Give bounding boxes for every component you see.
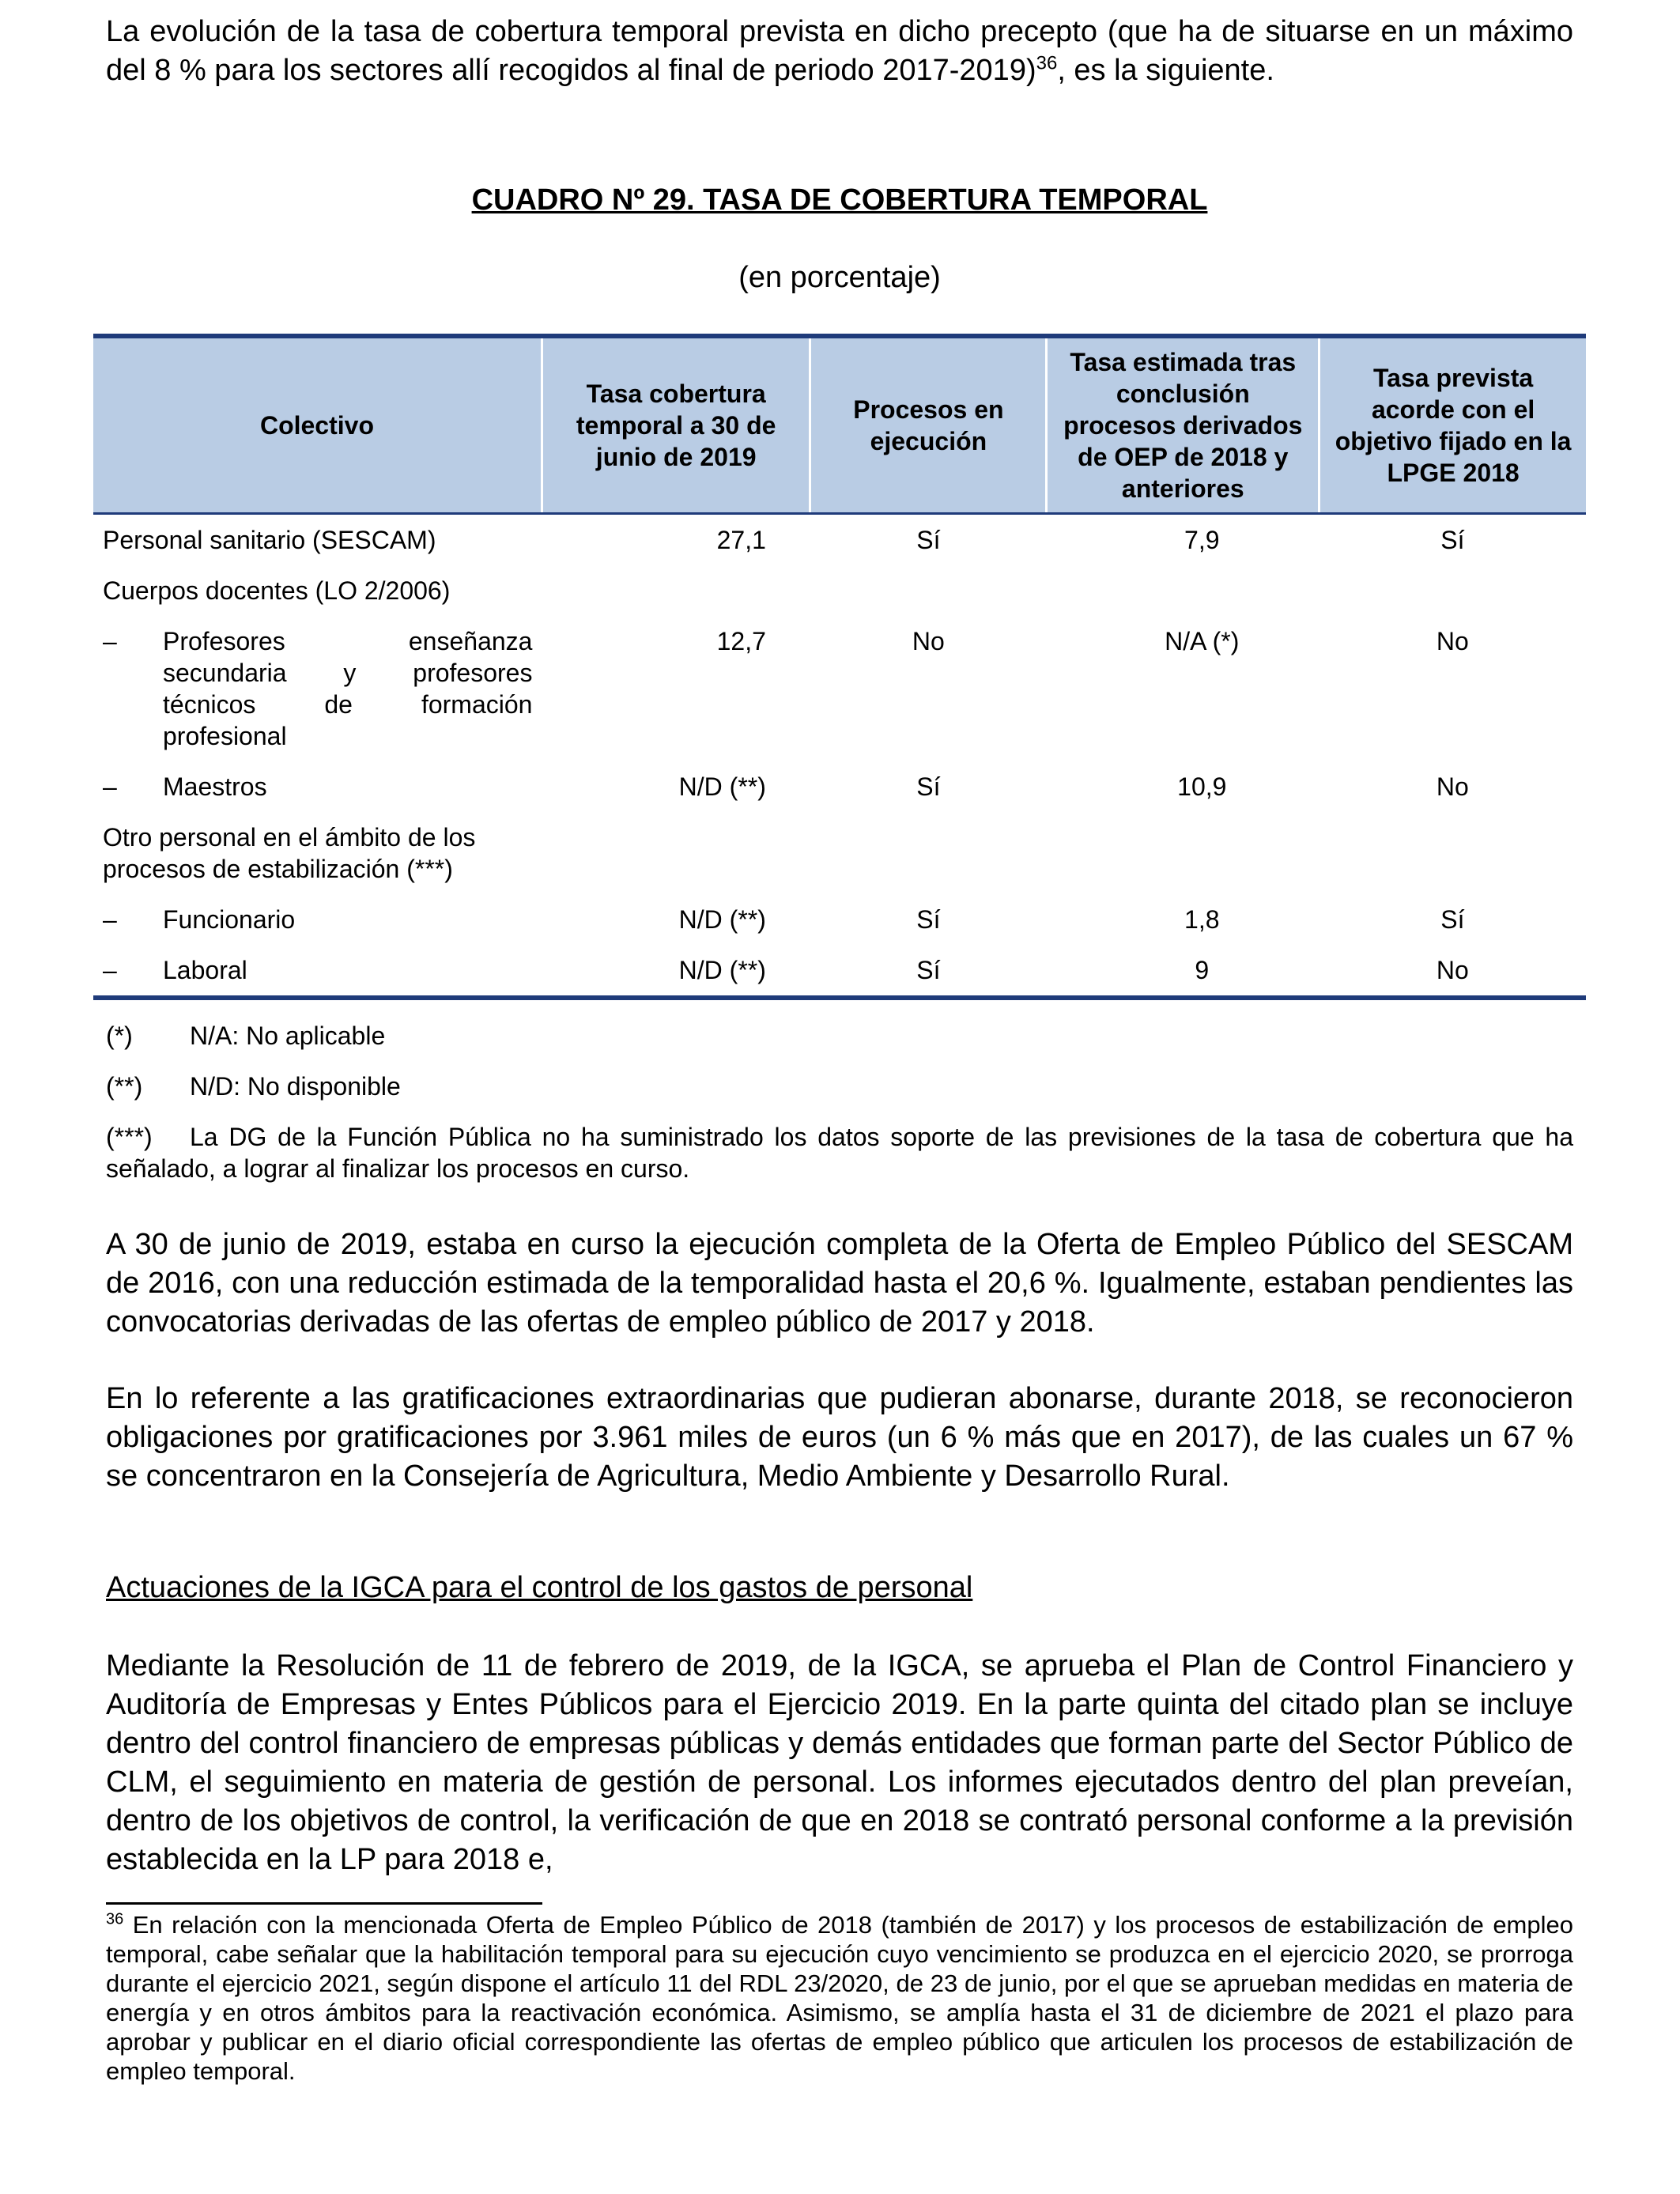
paragraph-gratificaciones: En lo referente a las gratificaciones extraordinarias que pudieran abonarse, durante 2018, se reconocieron obligaciones por gratificaciones por 3.961 miles de euros (un 6 % más que en 2017), de las cuales un 67 % se concentraron en la Consejería de Agricultura, Medio Ambiente y Desarrollo Rural. (106, 1382, 1573, 1493)
row-label-sub (93, 894, 542, 945)
cell-tasa: N/D (**) (542, 945, 810, 998)
cell-estimada: 7,9 (1184, 526, 1220, 554)
dash-bullet: – (103, 772, 117, 801)
cell-estimada: 10,9 (1177, 772, 1227, 801)
row-label: Personal sanitario (SESCAM) (103, 526, 436, 554)
row-label-sub (93, 761, 542, 812)
table-row (93, 565, 1586, 616)
cell-tasa: N/D (**) (678, 772, 766, 801)
table-notes (106, 1020, 1573, 1184)
row-label: Cuerpos docentes (LO 2/2006) (103, 576, 451, 605)
note-text: N/A: No aplicable (190, 1021, 386, 1050)
note-text: La DG de la Función Pública no ha suministrado los datos soporte de las previsiones de la tasa de cobertura que ha señalado, a lograr al finalizar los procesos en curso. (106, 1123, 1573, 1183)
coverage-table (93, 334, 1586, 1000)
intro-tail: , es la siguiente. (1057, 54, 1274, 87)
footnote-divider (106, 1902, 542, 1905)
row-label: Otro personal en el ámbito de los procesos de estabilización (***) (103, 823, 476, 883)
header-procesos: Procesos en ejecución (810, 336, 1047, 514)
cell-procesos: Sí (916, 526, 941, 554)
cell-estimada: N/A (*) (1165, 627, 1240, 655)
header-tasa-prevista: Tasa prevista acorde con el objetivo fijado en la LPGE 2018 (1319, 336, 1586, 514)
cell-procesos: No (912, 627, 945, 655)
footnote-36 (106, 1910, 1573, 2086)
cell-tasa: N/D (**) (678, 905, 766, 934)
row-label: Profesores enseñanza secundaria y profesores técnicos de formación profesional (163, 627, 533, 750)
note-key: (**) (106, 1072, 143, 1101)
cell-prevista: Sí (1440, 905, 1465, 934)
table-row (93, 616, 1586, 761)
table-subtitle: (en porcentaje) (738, 261, 941, 294)
cell-prevista: No (1436, 627, 1469, 655)
intro-paragraph (106, 13, 1573, 90)
intro-text: La evolución de la tasa de cobertura temporal prevista en dicho precepto (que ha de situarse en un máximo del 8 % para los sectores allí recogidos al final de periodo 2017-2019) (106, 15, 1573, 87)
header-colectivo: Colectivo (93, 336, 542, 514)
paragraph-sescam: A 30 de junio de 2019, estaba en curso la ejecución completa de la Oferta de Empleo Público del SESCAM de 2016, con una reducción estimada de la temporalidad hasta el 20,6 %. Igualmente, estaban pendientes las convocatorias derivadas de las ofertas de empleo público de 2017 y 2018. (106, 1228, 1573, 1339)
cell-tasa: 12,7 (716, 627, 766, 655)
cell-estimada: 1,8 (1184, 905, 1220, 934)
footnote-text: En relación con la mencionada Oferta de Empleo Público de 2018 (también de 2017) y los procesos de estabilización de empleo temporal, cabe señalar que la habilitación temporal para su ejecución cuyo vencimiento se produzca en el ejercicio 2020, se prorroga durante el ejercicio 2021, según dispone el artículo 11 del RDL 23/2020, de 23 de junio, por el que se aprueban medidas en materia de energía y en otros ámbitos para la reactivación económica. Asimismo, se amplía hasta el 31 de diciembre de 2021 el plazo para aprobar y publicar en el diario oficial correspondiente las ofertas de empleo público que articulen los procesos de estabilización de empleo temporal. (106, 1911, 1573, 2085)
table-title: CUADRO Nº 29. TASA DE COBERTURA TEMPORAL (471, 183, 1208, 217)
dash-bullet: – (103, 956, 117, 984)
cell-procesos: Sí (916, 772, 941, 801)
cell-prevista: No (1436, 772, 1469, 801)
table-row (93, 894, 1586, 945)
footnote-number: 36 (106, 1910, 124, 1928)
note-item (106, 1071, 1573, 1102)
cell-tasa: 27,1 (716, 526, 766, 554)
row-label: Funcionario (163, 905, 296, 934)
note-key: (*) (106, 1021, 133, 1050)
dash-bullet: – (103, 905, 117, 934)
note-item (106, 1121, 1573, 1184)
table-row (93, 761, 1586, 812)
note-key: (***) (106, 1123, 153, 1151)
dash-bullet: – (103, 627, 117, 655)
table-row (93, 945, 1586, 998)
row-label: Maestros (163, 772, 267, 801)
cell-prevista: Sí (1440, 526, 1465, 554)
row-label-sub (93, 616, 542, 761)
table-row (93, 812, 1586, 894)
row-label-sub (93, 945, 542, 998)
cell-prevista: No (1319, 945, 1586, 998)
table-header-row (93, 336, 1586, 514)
cell-procesos: Sí (810, 945, 1047, 998)
section-heading: Actuaciones de la IGCA para el control de los gastos de personal (106, 1571, 973, 1604)
paragraph-resolucion: Mediante la Resolución de 11 de febrero de 2019, de la IGCA, se aprueba el Plan de Control Financiero y Auditoría de Empresas y Entes Públicos para el Ejercicio 2019. En la parte quinta del citado plan se incluye dentro del control financiero de empresas públicas y demás entidades que forman parte del Sector Público de CLM, el seguimiento en materia de gestión de personal. Los informes ejecutados dentro del plan preveían, dentro de los objetivos de control, la verificación de que en 2018 se contrató personal conforme a la previsión establecida en la LP para 2018 e, (106, 1649, 1573, 1876)
note-text: N/D: No disponible (190, 1072, 401, 1101)
header-tasa-cobertura: Tasa cobertura temporal a 30 de junio de 2019 (542, 336, 810, 514)
table-row (93, 514, 1586, 566)
row-label: Laboral (163, 956, 247, 984)
cell-procesos: Sí (916, 905, 941, 934)
header-tasa-estimada: Tasa estimada tras conclusión procesos derivados de OEP de 2018 y anteriores (1047, 336, 1319, 514)
cell-estimada: 9 (1047, 945, 1319, 998)
footnote-ref-36[interactable]: 36 (1036, 52, 1058, 74)
note-item (106, 1020, 1573, 1052)
